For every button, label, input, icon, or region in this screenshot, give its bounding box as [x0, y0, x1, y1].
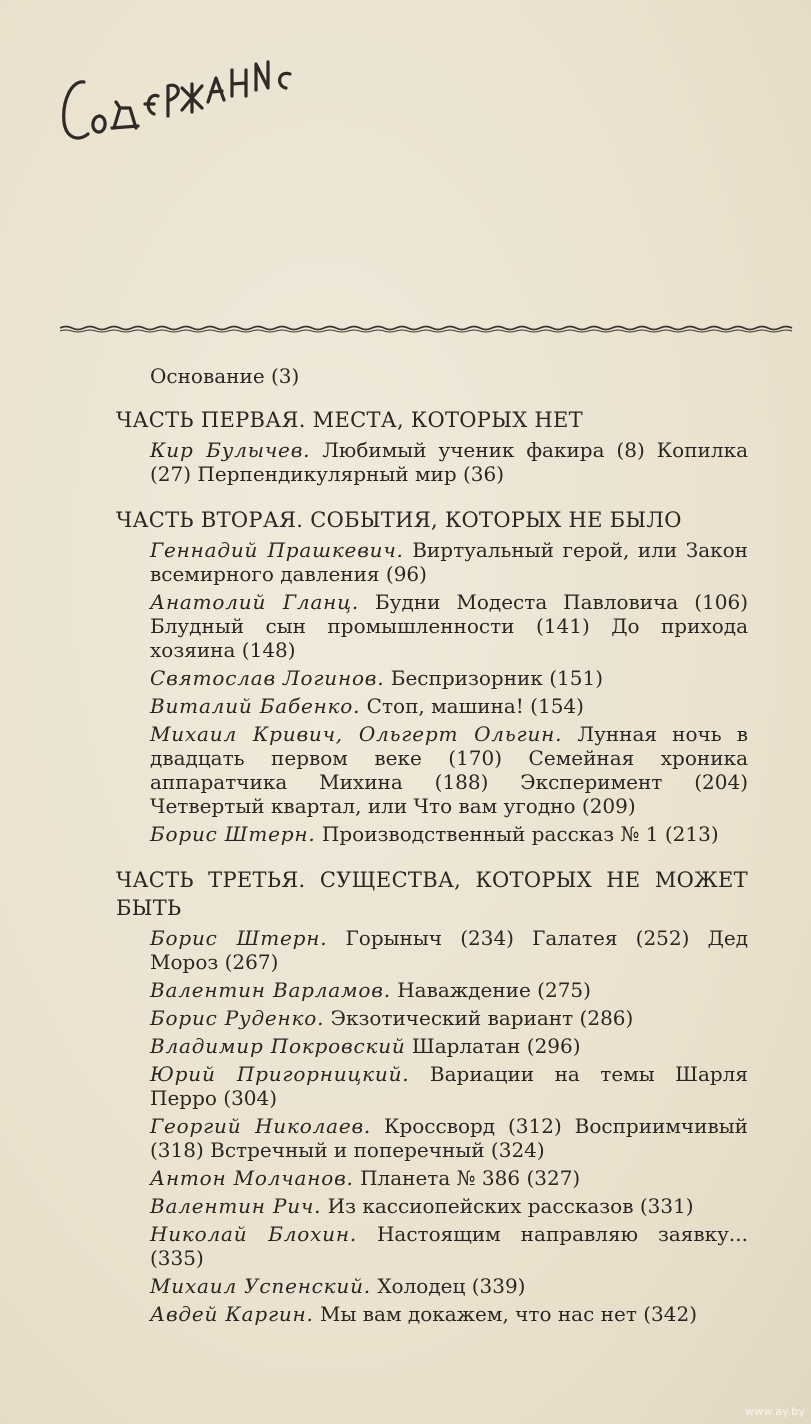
entry-titles: Производственный рассказ № 1 (213) — [321, 822, 719, 846]
entry-author: Кир Булычев. — [150, 438, 311, 462]
entry-author: Борис Руденко. — [150, 1006, 325, 1030]
handwritten-title — [50, 30, 350, 160]
entry-author: Михаил Кривич, Ольгерт Ольгин. — [150, 722, 563, 746]
toc-entry — [150, 1302, 748, 1326]
toc-entry — [150, 538, 748, 586]
toc-entry — [150, 1222, 748, 1270]
entry-titles: Настоящим направляю заявку... (335) — [150, 1222, 749, 1270]
entry-titles: Экзотический вариант (286) — [330, 1006, 634, 1030]
watermark: www.ay.by — [745, 1405, 805, 1418]
entry-author: Георгий Николаев. — [150, 1114, 372, 1138]
entry-author: Борис Штерн. — [150, 822, 316, 846]
entry-titles: Будни Модеста Павловича (106) Блудный сын промышленности (141) До прихода хозяина (148) — [150, 590, 748, 662]
entry-titles: Вариации на темы Шарля Перро (304) — [150, 1062, 749, 1110]
entry-titles: Горыныч (234) Галатея (252) Дед Мороз (267) — [150, 926, 749, 974]
entry-author: Михаил Успенский. — [150, 1274, 371, 1298]
table-of-contents — [116, 400, 748, 1326]
toc-entry — [150, 1006, 748, 1030]
entry-titles: Любимый ученик факира (8) Копилка (27) Перпендикулярный мир (36) — [150, 438, 749, 486]
entry-author: Виталий Бабенко. — [150, 694, 361, 718]
toc-entry — [150, 978, 748, 1002]
entry-author: Юрий Пригорницкий. — [150, 1062, 410, 1086]
entry-author: Анатолий Гланц. — [150, 590, 360, 614]
toc-entry — [150, 1034, 748, 1058]
toc-entry — [150, 1166, 748, 1190]
entry-titles: Виртуальный герой, или Закон всемирного давления (96) — [150, 538, 748, 586]
entry-titles: Шарлатан (296) — [411, 1034, 581, 1058]
entry-author: Антон Молчанов. — [150, 1166, 354, 1190]
part-two-heading: ЧАСТЬ ВТОРАЯ. СОБЫТИЯ, КОТОРЫХ НЕ БЫЛО — [116, 508, 682, 532]
entry-author: Валентин Рич. — [150, 1194, 322, 1218]
entry-titles: Лунная ночь в двадцать первом веке (170) Семейная хроника аппаратчика Михина (188) Эксперимент (204) Четвертый квартал, или Что вам угодно (209) — [150, 722, 748, 818]
part-one-heading: ЧАСТЬ ПЕРВАЯ. МЕСТА, КОТОРЫХ НЕТ — [116, 408, 583, 432]
toc-entry — [150, 1062, 748, 1110]
entry-author: Геннадий Прашкевич. — [150, 538, 404, 562]
toc-entry — [150, 666, 748, 690]
entry-titles: Мы вам докажем, что нас нет (342) — [320, 1302, 698, 1326]
toc-entry — [150, 926, 748, 974]
toc-entry — [150, 694, 748, 718]
wavy-divider — [60, 318, 795, 338]
entry-titles: Планета № 386 (327) — [360, 1166, 581, 1190]
toc-entry — [150, 1114, 748, 1162]
entry-author: Николай Блохин. — [150, 1222, 357, 1246]
entry-author: Валентин Варламов. — [150, 978, 391, 1002]
entry-titles: Кроссворд (312) Восприимчивый (318) Встречный и поперечный (324) — [150, 1114, 748, 1162]
part-three-heading: ЧАСТЬ ТРЕТЬЯ. СУЩЕСТВА, КОТОРЫХ НЕ МОЖЕТ БЫТЬ — [116, 868, 748, 920]
entry-titles: Стоп, машина! (154) — [366, 694, 584, 718]
toc-entry — [150, 822, 748, 846]
toc-entry — [150, 722, 748, 818]
toc-entry — [150, 1194, 748, 1218]
entry-titles: Холодец (339) — [377, 1274, 526, 1298]
entry-titles: Беспризорник (151) — [390, 666, 603, 690]
toc-entry — [150, 1274, 748, 1298]
entry-author: Борис Штерн. — [150, 926, 328, 950]
entry-author: Святослав Логинов. — [150, 666, 385, 690]
entry-author: Авдей Каргин. — [150, 1302, 314, 1326]
entry-titles: Наваждение (275) — [397, 978, 591, 1002]
toc-entry — [150, 590, 748, 662]
toc-entry — [150, 438, 748, 486]
entry-author: Владимир Покровский — [150, 1034, 406, 1058]
basis-entry: Основание (3) — [150, 364, 300, 388]
entry-titles: Из кассиопейских рассказов (331) — [327, 1194, 694, 1218]
